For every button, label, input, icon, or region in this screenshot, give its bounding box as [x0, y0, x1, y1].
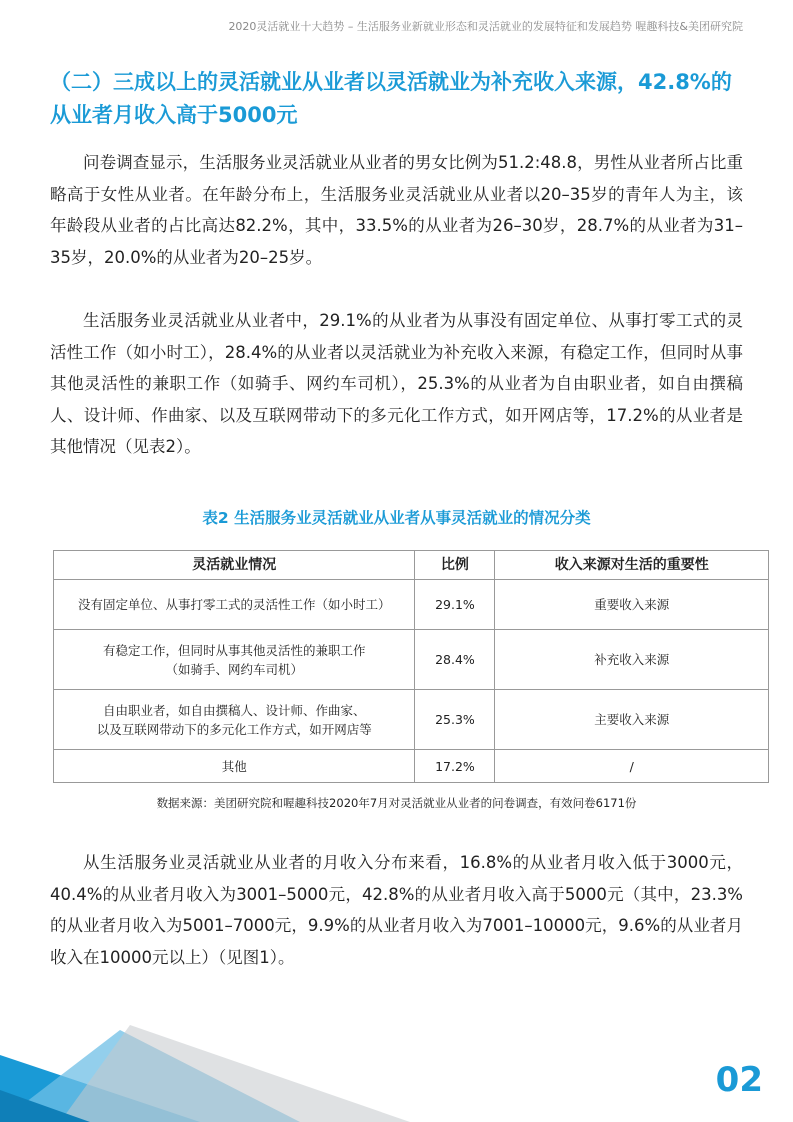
column-header-situation: 灵活就业情况: [54, 551, 415, 580]
table-row: [54, 580, 769, 630]
column-header-ratio: 比例: [415, 551, 495, 580]
paragraph-work-types: 生活服务业灵活就业从业者中，29.1%的从业者为从事没有固定单位、从事打零工式的灵活性工作（如小时工），28.4%的从业者以灵活就业为补充收入来源，有稳定工作，但同时从事其他灵活性的兼职工作（如骑手、网约车司机），25.3%的从业者为自由职业者，如自由撰稿人、设计师、作曲家、以及互联网带动下的多元化工作方式，如开网店等，17.2%的从业者是其他情况（见表2）。: [50, 311, 743, 456]
table-cell-situation: 自由职业者，如自由撰稿人、设计师、作曲家、 以及互联网带动下的多元化工作方式，如开网店等: [54, 690, 415, 750]
table-cell-importance: 主要收入来源: [495, 690, 769, 750]
table-row: [54, 630, 769, 690]
page-number: 02: [715, 1060, 763, 1100]
running-header: 2020灵活就业十大趋势 – 生活服务业新就业形态和灵活就业的发展特征和发展趋势 喔趣科技&美团研究院: [228, 20, 743, 33]
paragraph-gender-age: 问卷调查显示，生活服务业灵活就业从业者的男女比例为51.2:48.8，男性从业者所占比重略高于女性从业者。在年龄分布上，生活服务业灵活就业从业者以20–35岁的青年人为主，该年龄段从业者的占比高达82.2%，其中，33.5%的从业者为26–30岁，28.7%的从业者为31–35岁，20.0%的从业者为20–25岁。: [50, 153, 743, 267]
table-header-row: [54, 551, 769, 580]
table-cell-ratio: 25.3%: [415, 690, 495, 750]
table-cell-situation: 其他: [54, 750, 415, 783]
table-cell-situation: 没有固定单位、从事打零工式的灵活性工作（如小时工）: [54, 580, 415, 630]
table-cell-situation: 有稳定工作，但同时从事其他灵活性的兼职工作 （如骑手、网约车司机）: [54, 630, 415, 690]
table-source-note: 数据来源：美团研究院和喔趣科技2020年7月对灵活就业从业者的问卷调查，有效问卷6171份: [156, 796, 637, 810]
paragraph-income: 从生活服务业灵活就业从业者的月收入分布来看，16.8%的从业者月收入低于3000元，40.4%的从业者月收入为3001–5000元，42.8%的从业者月收入高于5000元（其中，23.3%的从业者月收入为5001–7000元，9.9%的从业者月收入为7001–10000元，9.6%的从业者月收入在10000元以上）（见图1）。: [50, 853, 743, 967]
table-row: [54, 750, 769, 783]
table-row: [54, 690, 769, 750]
table-cell-ratio: 28.4%: [415, 630, 495, 690]
table-cell-importance: 重要收入来源: [495, 580, 769, 630]
table-title: 表2 生活服务业灵活就业从业者从事灵活就业的情况分类: [202, 509, 591, 527]
decorative-corner-graphic: [0, 995, 420, 1122]
section-heading: （二）三成以上的灵活就业从业者以灵活就业为补充收入来源，42.8%的从业者月收入高于5000元: [50, 70, 732, 127]
table-cell-importance: /: [495, 750, 769, 783]
column-header-importance: 收入来源对生活的重要性: [495, 551, 769, 580]
employment-type-table: [53, 550, 769, 783]
table-cell-ratio: 17.2%: [415, 750, 495, 783]
table-cell-importance: 补充收入来源: [495, 630, 769, 690]
table-cell-ratio: 29.1%: [415, 580, 495, 630]
